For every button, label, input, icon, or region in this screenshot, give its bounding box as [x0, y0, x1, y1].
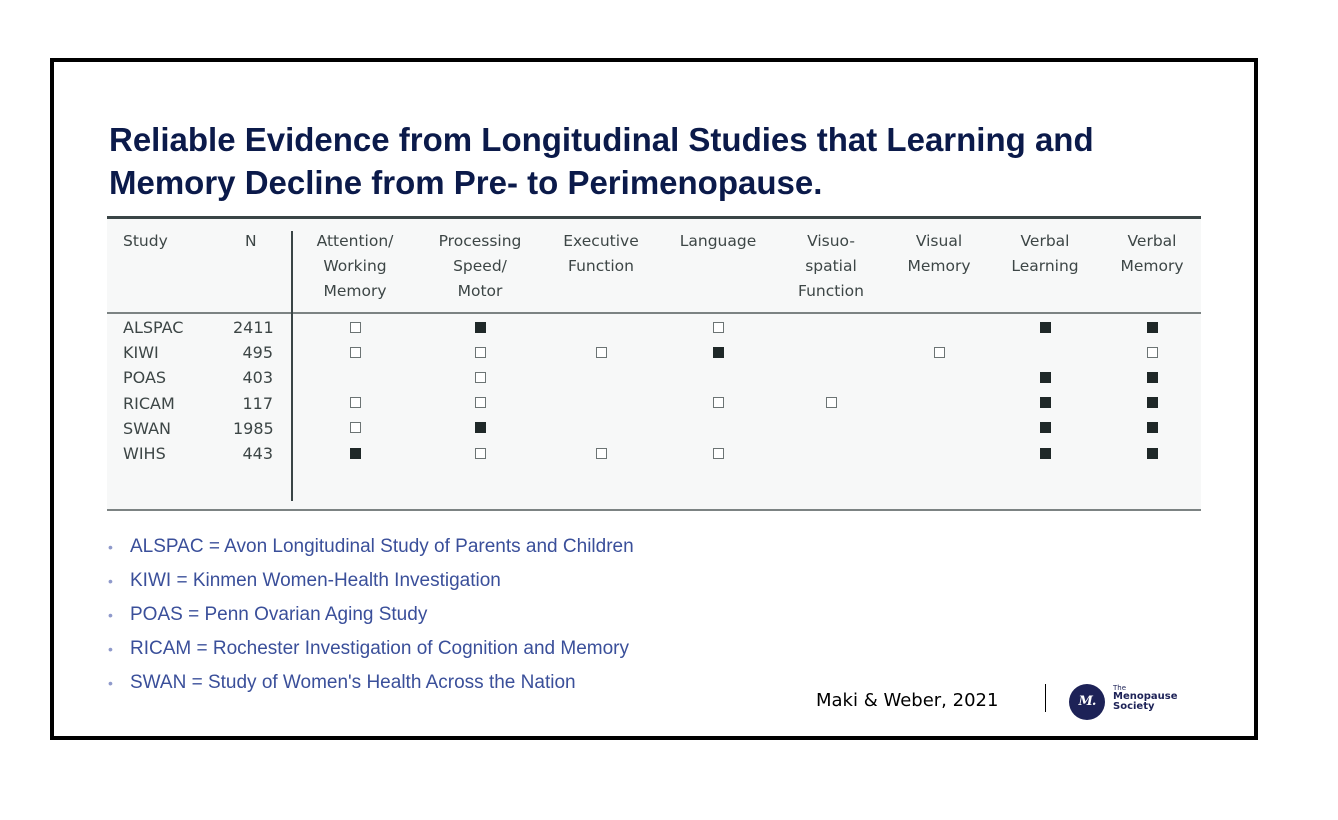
- study-name: WIHS: [123, 444, 166, 463]
- study-name: POAS: [123, 368, 167, 388]
- abbreviation-item: [106, 598, 634, 632]
- header-visuospatial-function: Visuo- spatial Function: [798, 232, 864, 300]
- filled-square-marker: [1147, 372, 1158, 383]
- sample-size: 443: [242, 444, 273, 463]
- abbreviation-item: [106, 564, 634, 598]
- empty-square-marker: [934, 347, 945, 358]
- bullet-icon: •: [108, 675, 113, 691]
- logo-line-1: The: [1113, 684, 1127, 692]
- title-line-1: Reliable Evidence from Longitudinal Studies that Learning and: [109, 121, 1094, 158]
- abbreviation-text: ALSPAC = Avon Longitudinal Study of Parents and Children: [130, 536, 634, 557]
- logo-line-2: Menopause: [1113, 691, 1178, 702]
- slide-frame: [50, 58, 1258, 740]
- empty-square-marker: [596, 347, 607, 358]
- filled-square-marker: [1147, 448, 1158, 459]
- header-processing-speed-motor: Processing Speed/ Motor: [438, 232, 522, 300]
- sample-size: 1985: [233, 418, 274, 438]
- empty-square-marker: [826, 397, 837, 408]
- filled-square-marker: [1040, 448, 1051, 459]
- empty-square-marker: [350, 422, 361, 433]
- study-name: RICAM: [123, 393, 175, 413]
- study-name: KIWI: [123, 343, 159, 363]
- filled-square-marker: [1040, 422, 1051, 433]
- logo-monogram: M.: [1069, 684, 1105, 720]
- empty-square-marker: [596, 448, 607, 459]
- title-line-2: Memory Decline from Pre- to Perimenopause.: [109, 164, 823, 201]
- empty-square-marker: [350, 347, 361, 358]
- header-n: N: [245, 232, 257, 250]
- filled-square-marker: [1147, 422, 1158, 433]
- abbreviation-list: [106, 530, 634, 700]
- empty-square-marker: [713, 322, 724, 333]
- studies-table: [107, 216, 1201, 511]
- abbreviation-item: [106, 666, 634, 700]
- abbreviation-text: KIWI = Kinmen Women-Health Investigation: [130, 570, 501, 591]
- abbreviation-text: SWAN = Study of Women's Health Across the Nation: [130, 672, 576, 693]
- empty-square-marker: [475, 397, 486, 408]
- header-executive-function: Executive Function: [563, 232, 639, 275]
- sample-size: 2411: [233, 318, 274, 337]
- citation: Maki & Weber, 2021: [816, 690, 999, 711]
- filled-square-marker: [475, 422, 486, 433]
- header-study: Study: [123, 232, 168, 250]
- sample-size: 403: [242, 368, 273, 388]
- empty-square-marker: [475, 372, 486, 383]
- filled-square-marker: [1040, 322, 1051, 333]
- header-verbal-memory: Verbal Memory: [1120, 232, 1184, 275]
- slide-title: [109, 118, 1189, 204]
- column-divider: [291, 231, 293, 501]
- filled-square-marker: [350, 448, 361, 459]
- bullet-icon: •: [108, 539, 113, 555]
- abbreviation-item: [106, 632, 634, 666]
- filled-square-marker: [1040, 397, 1051, 408]
- abbreviation-text: RICAM = Rochester Investigation of Cognition and Memory: [130, 638, 629, 659]
- header-separator: [107, 312, 1201, 314]
- empty-square-marker: [350, 322, 361, 333]
- filled-square-marker: [1040, 372, 1051, 383]
- study-name: SWAN: [123, 418, 172, 438]
- empty-square-marker: [713, 397, 724, 408]
- filled-square-marker: [713, 347, 724, 358]
- abbreviation-item: [106, 530, 634, 564]
- empty-square-marker: [475, 448, 486, 459]
- filled-square-marker: [1147, 322, 1158, 333]
- bullet-icon: •: [108, 573, 113, 589]
- header-attention-working-memory: Attention/ Working Memory: [316, 232, 394, 300]
- filled-square-marker: [475, 322, 486, 333]
- logo-wordmark: [1113, 684, 1177, 712]
- filled-square-marker: [1147, 397, 1158, 408]
- citation-divider: [1045, 684, 1046, 712]
- study-name: ALSPAC: [123, 318, 184, 337]
- empty-square-marker: [475, 347, 486, 358]
- empty-square-marker: [713, 448, 724, 459]
- abbreviation-text: POAS = Penn Ovarian Aging Study: [130, 604, 428, 625]
- header-language: Language: [679, 232, 757, 250]
- bullet-icon: •: [108, 607, 113, 623]
- sample-size: 495: [242, 343, 273, 363]
- header-verbal-learning: Verbal Learning: [1011, 232, 1079, 275]
- sample-size: 117: [242, 393, 273, 413]
- bullet-icon: •: [108, 641, 113, 657]
- empty-square-marker: [1147, 347, 1158, 358]
- menopause-society-logo: [1069, 682, 1179, 722]
- empty-square-marker: [350, 397, 361, 408]
- logo-line-3: Society: [1113, 701, 1155, 712]
- header-visual-memory: Visual Memory: [907, 232, 971, 275]
